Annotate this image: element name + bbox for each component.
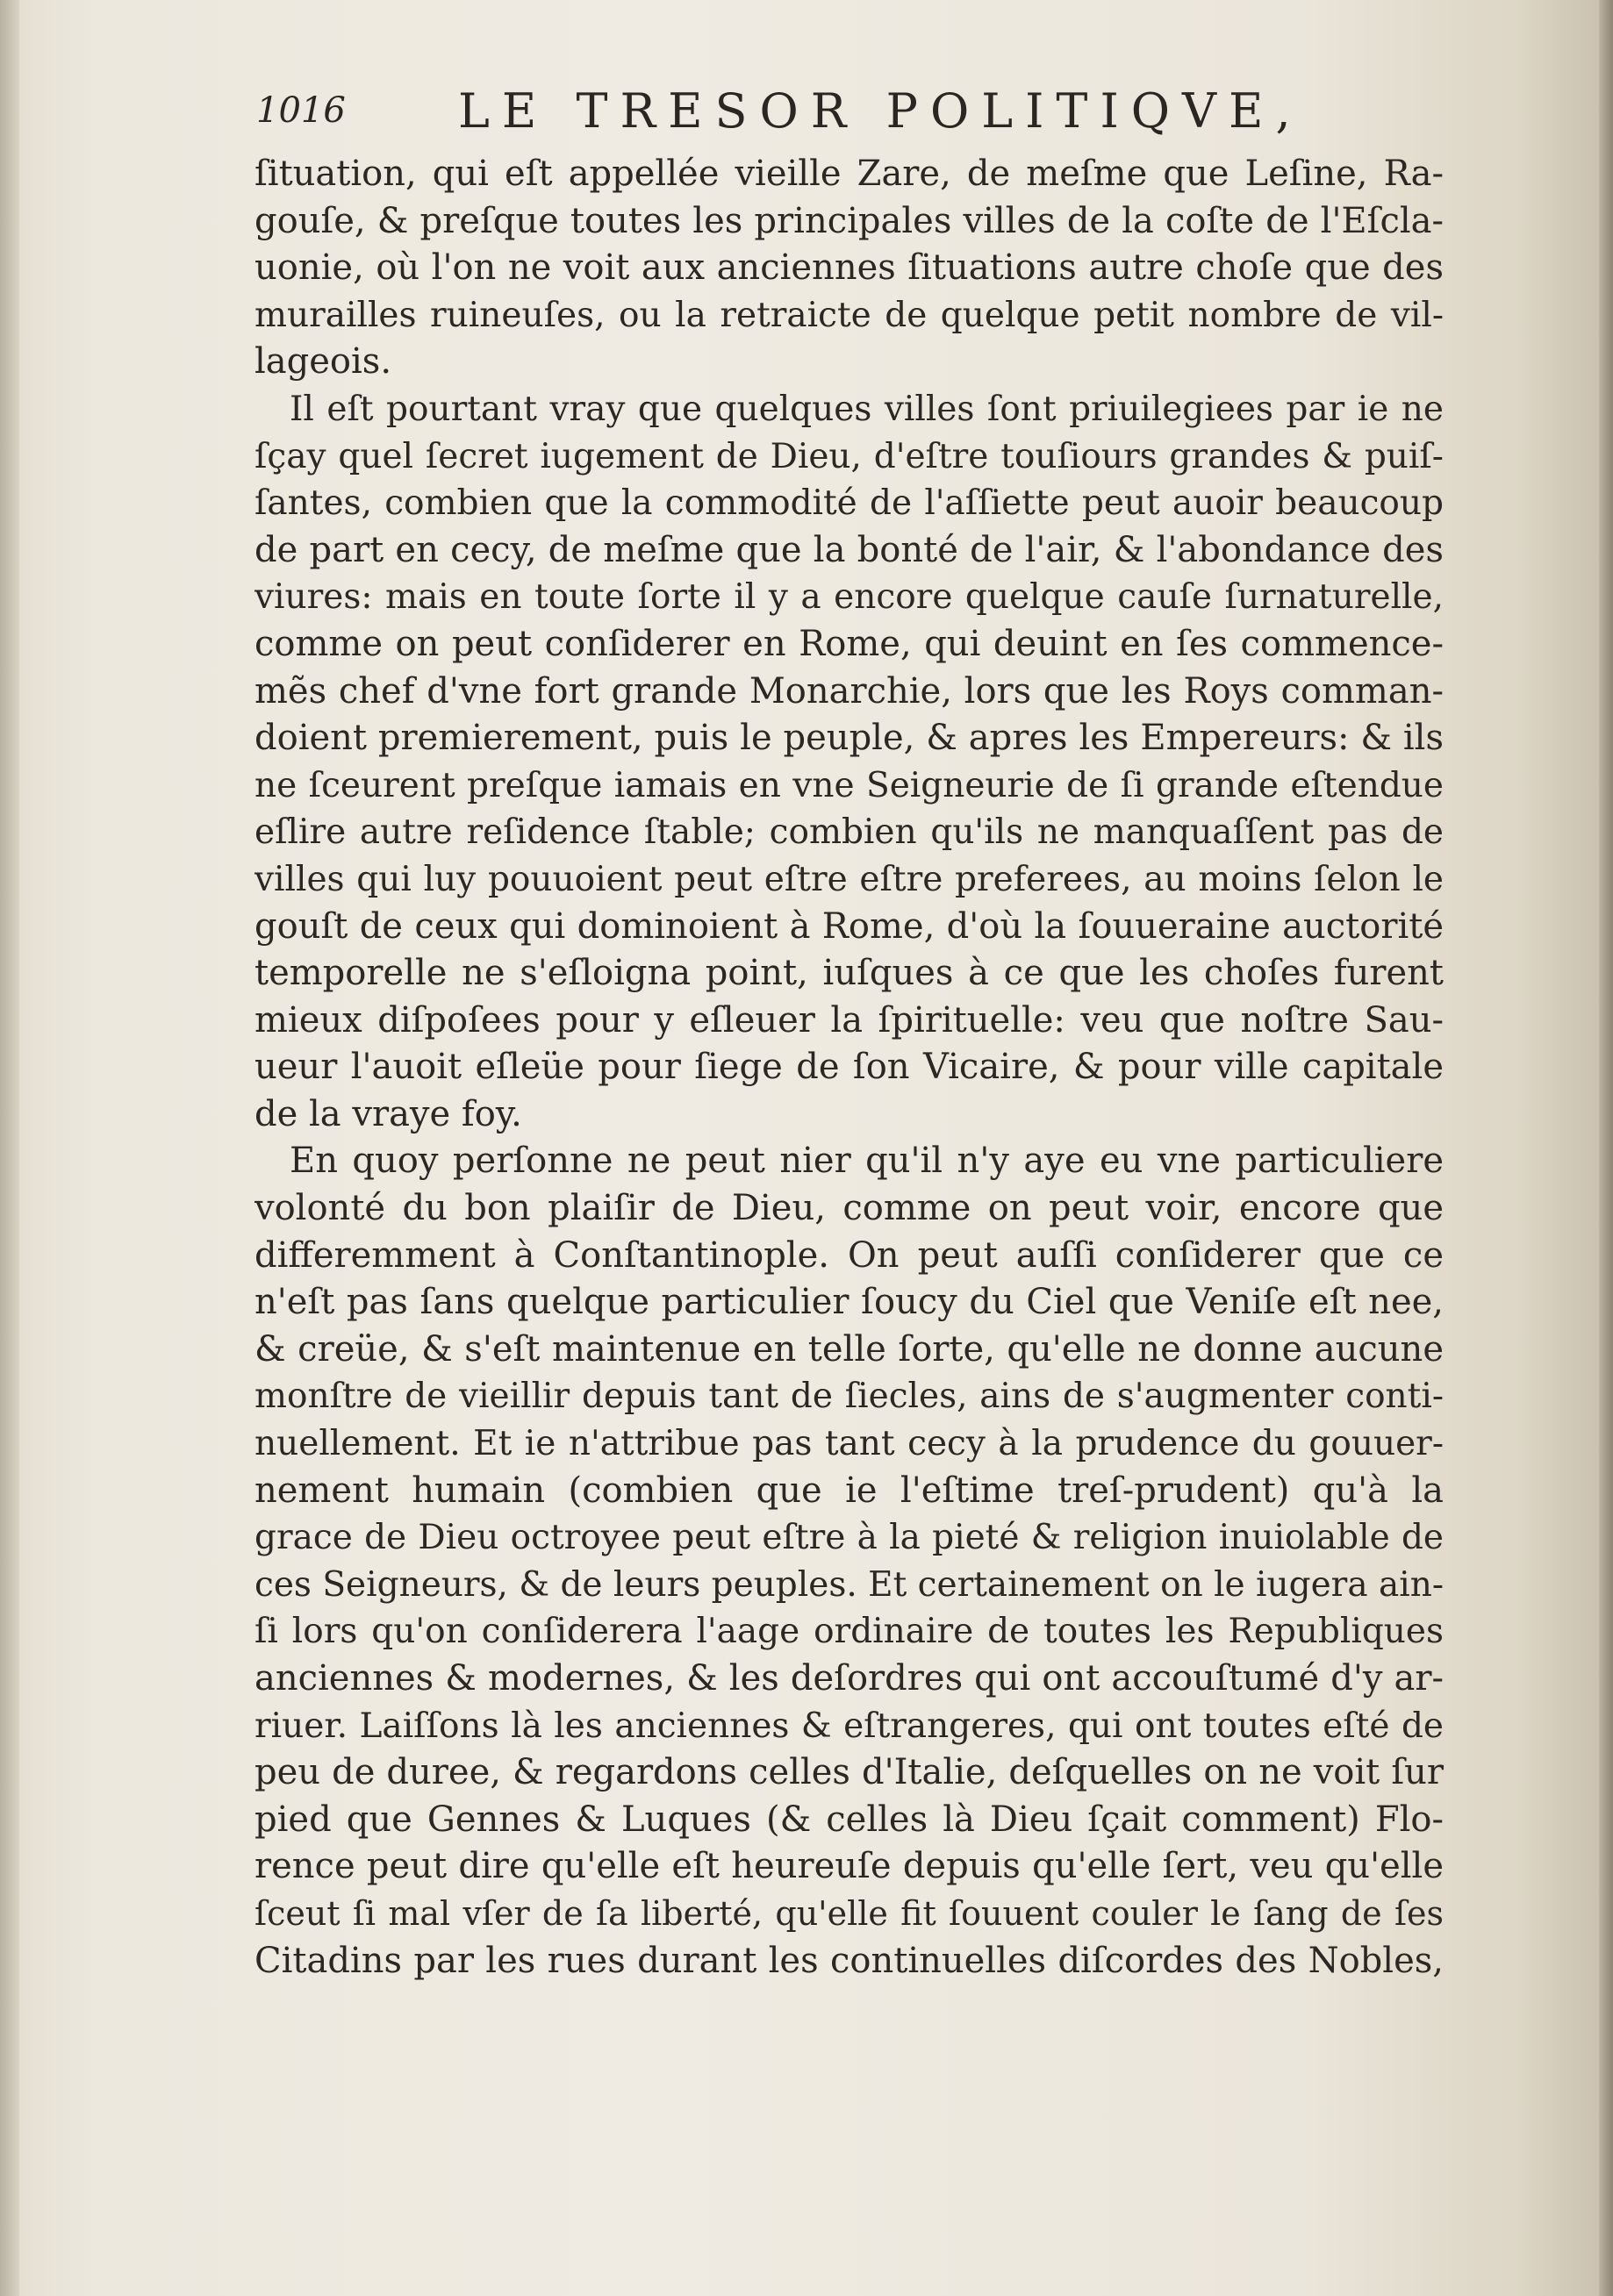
text-line: temporelle ne s'eſloigna point, iuſques à ce que les choſes furent: [254, 953, 1444, 994]
text-line: ſituation, qui eſt appellée vieille Zare, de meſme que Leſine, Ra-: [254, 154, 1444, 194]
text-line: ueur l'auoit eſleüe pour ſiege de ſon Vicaire, & pour ville capitale: [254, 1047, 1444, 1088]
text-line: lageois.: [254, 341, 392, 383]
text-line: differemment à Conſtantinople. On peut auſſi conſiderer que ce: [254, 1234, 1444, 1276]
text-line: de la vraye foy.: [254, 1093, 522, 1134]
text-line: n'eſt pas ſans quelque particulier ſoucy du Ciel que Veniſe eſt nee,: [254, 1282, 1444, 1323]
text-line: mieux diſpoſees pour y eſleuer la ſpirituelle: veu que noſtre Sau-: [254, 999, 1444, 1041]
text-line: En quoy perſonne ne peut nier qu'il n'y aye eu vne particuliere: [290, 1141, 1444, 1182]
text-line: nuellement. Et ie n'attribue pas tant cecy à la prudence du gouuer-: [254, 1424, 1444, 1464]
text-line: ces Seigneurs, & de leurs peuples. Et certainement on le iugera ain-: [254, 1564, 1444, 1605]
paragraph: [254, 151, 1444, 386]
text-line: eſlire autre reſidence ſtable; combien qu'ils ne manquaſſent pas de: [254, 812, 1444, 853]
text-line: ſçay quel ſecret iugement de Dieu, d'eſtre touſiours grandes & puiſ-: [254, 436, 1444, 476]
text-line: gouſe, & preſque toutes les principales villes de la coſte de l'Eſcla-: [254, 200, 1444, 241]
text-line: ſceut ſi mal vſer de ſa liberté, qu'elle fit ſouuent couler le ſang de ſes: [254, 1893, 1444, 1933]
text-line: ſi lors qu'on conſiderera l'aage ordinaire de toutes les Republiques: [254, 1612, 1444, 1652]
text-line: murailles ruineuſes, ou la retraicte de quelque petit nombre de vil-: [254, 295, 1444, 335]
paragraph: [254, 1138, 1444, 1985]
text-line: nement humain (combien que ie l'eſtime treſ-prudent) qu'à la: [254, 1470, 1444, 1511]
text-line: de part en cecy, de meſme que la bonté de l'air, & l'abondance des: [254, 529, 1444, 570]
page-header: [256, 83, 1432, 154]
running-title: LE TRESOR POLITIQVE,: [458, 83, 1303, 139]
text-line: ne ſceurent preſque iamais en vne Seigneurie de ſi grande eſtendue: [254, 765, 1444, 805]
text-line: volonté du bon plaiſir de Dieu, comme on peut voir, encore que: [254, 1188, 1444, 1229]
text-line: Citadins par les rues durant les continuelles diſcordes des Nobles,: [254, 1940, 1444, 1981]
page-number: 1016: [256, 90, 346, 131]
text-line: monſtre de vieillir depuis tant de ſiecles, ains de s'augmenter conti-: [254, 1377, 1444, 1417]
text-line: villes qui luy pouuoient peut eſtre eſtre preferees, au moins ſelon le: [254, 859, 1444, 899]
text-line: grace de Dieu octroyee peut eſtre à la pieté & religion inuiolable de: [254, 1518, 1444, 1558]
text-line: ſantes, combien que la commodité de l'aſſiette peut auoir beaucoup: [254, 483, 1444, 524]
text-line: doient premierement, puis le peuple, & apres les Empereurs: & ils: [254, 718, 1444, 759]
text-line: anciennes & modernes, & les deſordres qui ont accouſtumé d'y ar-: [254, 1658, 1444, 1699]
text-line: comme on peut conſiderer en Rome, qui deuint en ſes commence-: [254, 623, 1444, 664]
text-line: uonie, où l'on ne voit aux anciennes ſituations autre choſe que des: [254, 247, 1444, 289]
body-text: [254, 151, 1444, 1985]
text-line: pied que Gennes & Luques (& celles là Dieu ſçait comment) Flo-: [254, 1799, 1444, 1840]
text-line: mẽs chef d'vne fort grande Monarchie, lors que les Roys comman-: [254, 670, 1444, 712]
text-line: rence peut dire qu'elle eſt heureuſe depuis qu'elle ſert, veu qu'elle: [254, 1846, 1444, 1887]
text-line: viures: mais en toute ſorte il y a encore quelque cauſe ſurnaturelle,: [254, 577, 1444, 618]
page-edge-shadow: [1599, 0, 1613, 2296]
paragraph: [254, 386, 1444, 1139]
text-line: riuer. Laiſſons là les anciennes & eſtrangeres, qui ont toutes eſté de: [254, 1706, 1444, 1746]
text-line: peu de duree, & regardons celles d'Italie, deſquelles on ne voit ſur: [254, 1752, 1444, 1793]
text-line: gouſt de ceux qui dominoient à Rome, d'où la ſouueraine auctorité: [254, 905, 1444, 947]
page-gutter-shadow: [0, 0, 19, 2296]
text-line: Il eſt pourtant vray que quelques villes ſont priuilegiees par ie ne: [290, 389, 1444, 429]
text-line: & creüe, & s'eſt maintenue en telle ſorte, qu'elle ne donne aucune: [254, 1328, 1444, 1370]
